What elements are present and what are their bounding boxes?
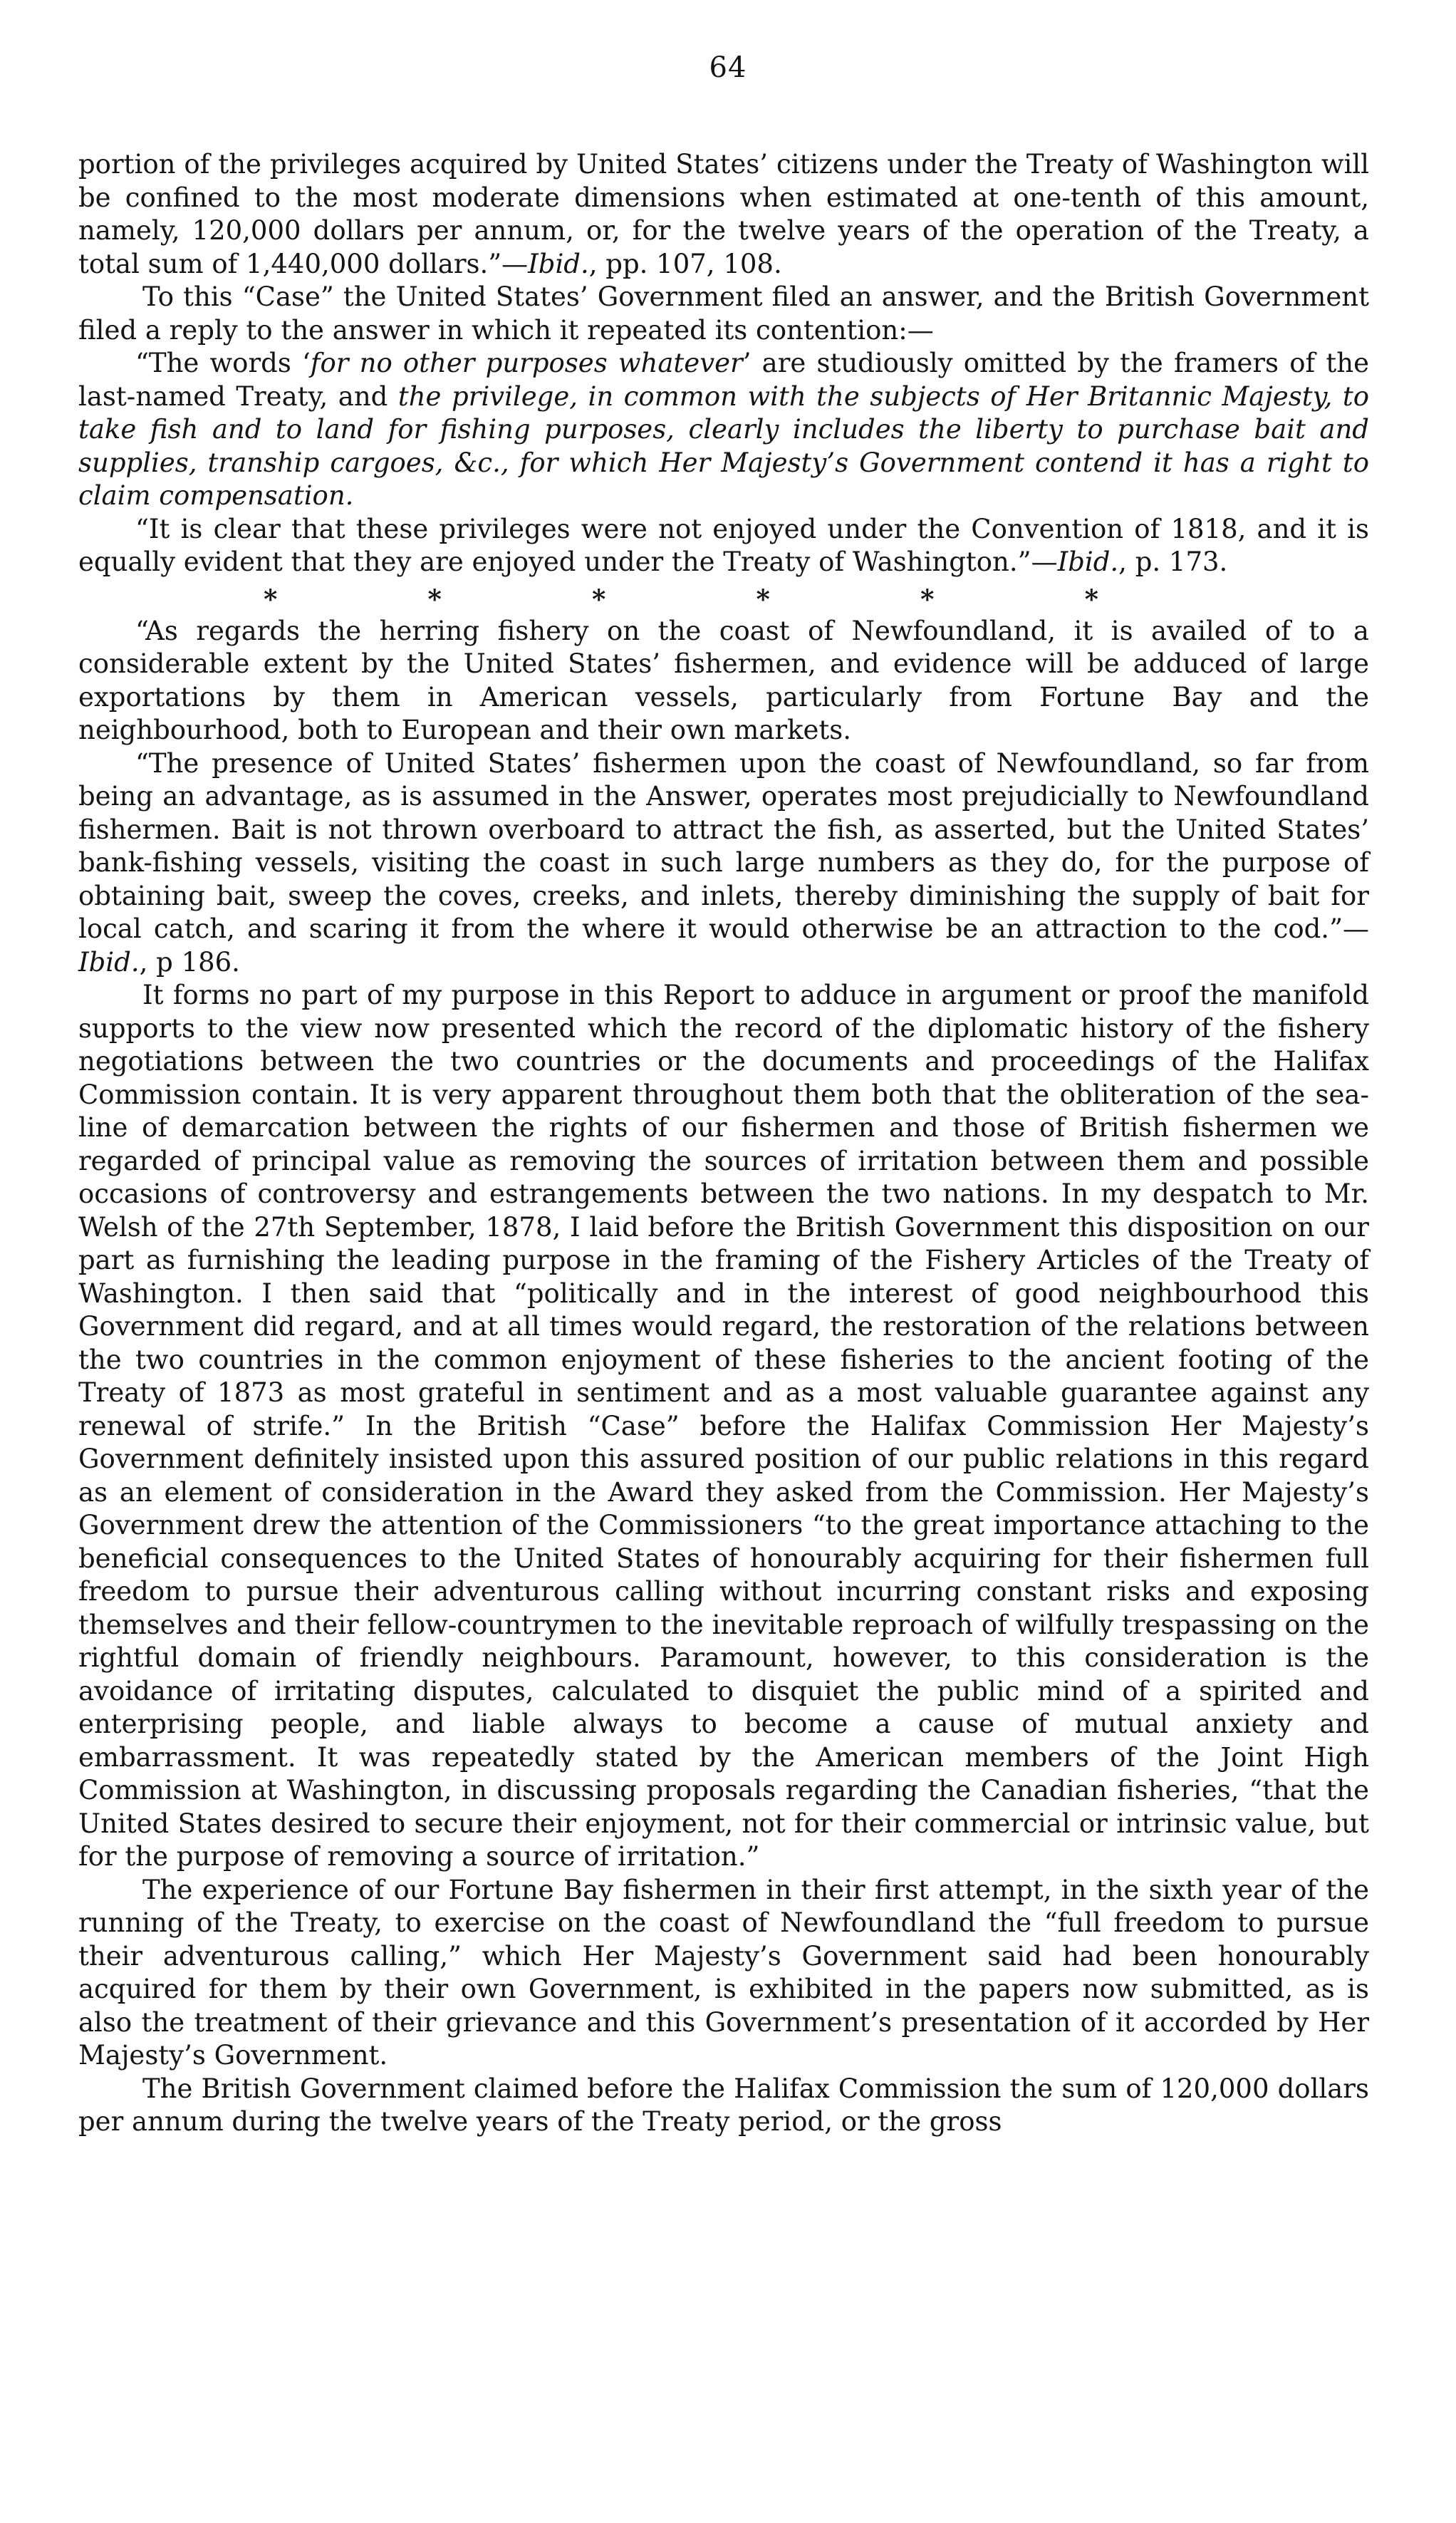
asterisk: * [1084,583,1098,615]
asterisk: * [592,583,606,615]
ibid-citation: Ibid. [1057,546,1119,577]
asterisk: * [264,583,278,615]
page-number: 64 [709,51,747,84]
document-body [78,148,1369,2139]
quote-emphasis: for no other purposes whatever [310,348,743,378]
asterisk: * [427,583,442,615]
quote-convention-1818 [78,513,1369,579]
quote-text: “The words ‘ [135,348,311,378]
page-reference: , pp. 107, 108. [588,248,782,279]
paragraph-text: portion of the privileges acquired by United States’ citizens under the Treaty of Washington will be confined to the most moderate dimensions when estimated at one-tenth of this amount, namely, 120,000 dollars per annum, or, for the twelve years of the operation of the Treaty, a total sum of 1,440,000 dollars.”— [78,149,1369,279]
paragraph-report-purpose: It forms no part of my purpose in this Report to adduce in argument or proof the manifold supports to the view now presented which the record of the diplomatic history of the fishery negotiations between the two countries or the documents and proceedings of the Halifax Commission contain. It is very apparent throughout them both that the obliteration of the sea-line of demarcation between the rights of our fishermen and those of British fishermen we regarded of principal value as removing the sources of irritation between them and possible occasions of controversy and estrangements between the two nations. In my despatch to Mr. Welsh of the 27th September, 1878, I laid before the British Government this disposition on our part as furnishing the leading purpose in the framing of the Fishery Articles of the Treaty of Washington. I then said that “politically and in the interest of good neighbourhood this Government did regard, and at all times would regard, the restoration of the relations between the two countries in the common enjoyment of these fisheries to the ancient footing of the Treaty of 1873 as most grateful in sentiment and as a most valuable guarantee against any renewal of strife.” In the British “Case” before the Halifax Commission Her Majesty’s Government definitely insisted upon this assured position of our public relations in this regard as an element of consideration in the Award they asked from the Commission. Her Majesty’s Government drew the attention of the Commissioners “to the great importance attaching to the beneficial consequences to the United States of honourably acquiring for their fishermen full freedom to pursue their adventurous calling without incurring constant risks and exposing themselves and their fellow-countrymen to the inevitable reproach of wilfully trespassing on the rightful domain of friendly neighbours. Paramount, however, to this consideration is the avoidance of irritating disputes, calculated to disquiet the public mind of a spirited and enterprising people, and liable always to become a cause of mutual anxiety and embarrassment. It was repeatedly stated by the American members of the Joint High Commission at Washington, in discussing proposals regarding the Canadian fisheries, “that the United States desired to secure their enjoyment, not for their commercial or intrinsic value, but for the purpose of removing a source of irritation.” [78,980,1369,1872]
quote-newfoundland-fishermen [78,747,1369,980]
quote-text: “It is clear that these privileges were not enjoyed under the Convention of 1818, and it is equally evident that they are enjoyed under the Treaty of Washington.”— [78,513,1369,577]
paragraph-fortune-bay: The experience of our Fortune Bay fishermen in their first attempt, in the sixth year of the running of the Treaty, to exercise on the coast of Newfoundland the “full freedom to pursue their adventurous calling,” which Her Majesty’s Government said had been honourably acquired for them by their own Government, is exhibited in the papers now submitted, as is also the treatment of their grievance and this Government’s presentation of it accorded by Her Majesty’s Government. [78,1874,1369,2071]
asterisk: * [756,583,770,615]
asterisk: * [920,583,935,615]
paragraph-british-claim: The British Government claimed before the Halifax Commission the sum of 120,000 dollars per annum during the twelve years of the Treaty period, or the gross [78,2073,1369,2137]
page-reference: , p. 173. [1118,546,1228,577]
page-reference: , p 186. [139,946,240,978]
ibid-citation: Ibid. [78,946,140,978]
paragraph-case-answer: To this “Case” the United States’ Government filed an answer, and the British Government filed a reply to the answer in which it repeated its contention:— [78,281,1369,346]
quote-text: “The presence of United States’ fishermen upon the coast of Newfoundland, so far from being an advantage, as is assumed in the Answer, operates most prejudicially to Newfoundland fishermen. Bait is not thrown overboard to attract the fish, as asserted, but the United States’ bank-fishing vessels, visiting the coast in such large numbers as they do, for the purpose of obtaining bait, sweep the coves, creeks, and inlets, thereby diminishing the supply of bait for local catch, and scaring it from the where it would otherwise be an attraction to the cod.”— [78,747,1369,944]
quote-text: ’ are studiously omitted by the framers of the last-named Treaty, and [78,348,1369,412]
paragraph-continuation [78,148,1369,281]
ibid-citation: Ibid. [528,248,589,279]
quote-privileges-words [78,347,1369,513]
asterisk-ellipsis-row [78,579,1369,615]
quote-herring-fishery: “As regards the herring fishery on the coast of Newfoundland, it is availed of to a considerable extent by the United States’ fishermen, and evidence will be adduced of large exportations by them in American vessels, particularly from Fortune Bay and the neighbourhood, both to European and their own markets. [78,615,1369,745]
quote-emphasis: the privilege, in common with the subjects of Her Britannic Majesty, to take fish and to land for fishing purposes, clearly includes the liberty to purchase bait and supplies, tranship cargoes, &c., for which Her Majesty’s Government contend it has a right to claim compensation. [78,380,1370,511]
